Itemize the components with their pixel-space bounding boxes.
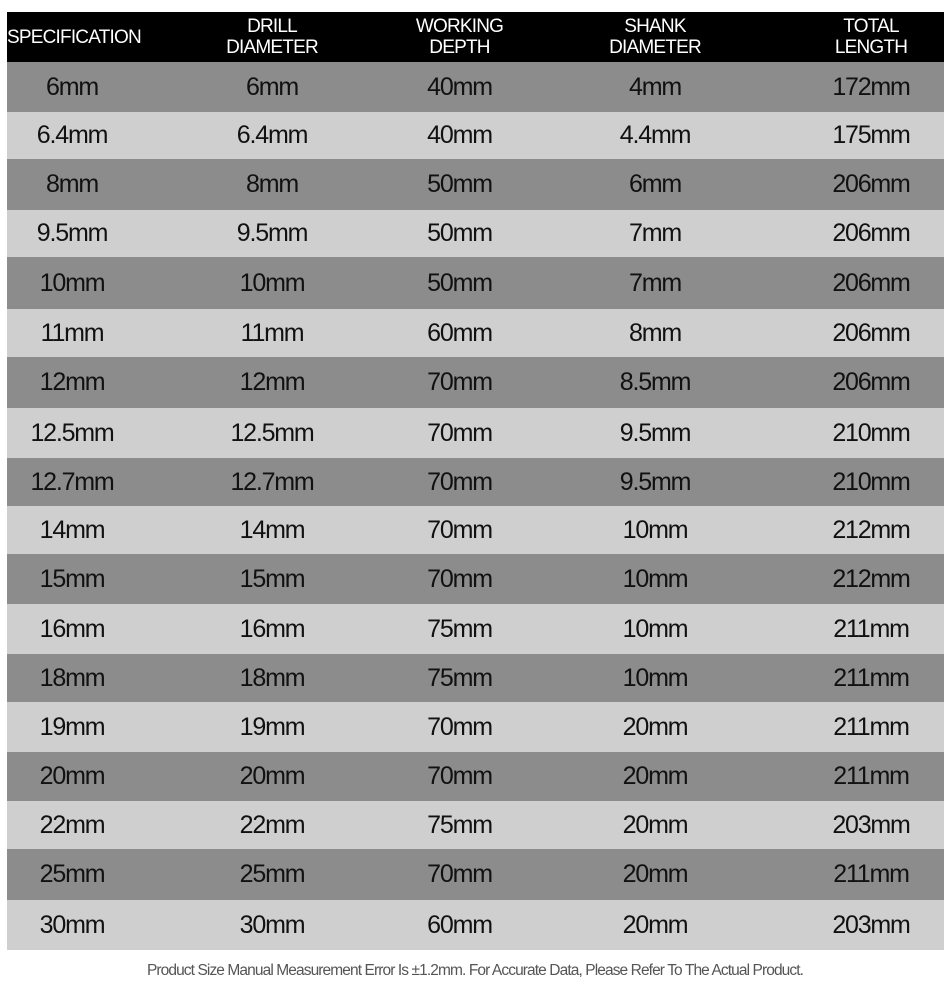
drill-diameter-cell: 19mm [239,712,305,741]
header-total-length: TOTAL LENGTH [834,16,908,58]
spec-cell: 6mm [46,72,98,101]
shank-diameter-cell: 20mm [622,910,688,939]
drill-diameter-cell: 11mm [240,318,304,347]
working-depth-cell: 75mm [427,810,492,839]
shank-diameter-cell: 8mm [629,318,681,347]
total-length-cell: 211mm [833,614,909,643]
total-length-cell: 210mm [832,467,910,496]
spec-cell: 19mm [39,712,105,741]
spec-cell: 12.5mm [30,418,114,447]
working-depth-cell: 40mm [427,121,492,149]
shank-diameter-cell: 4.4mm [619,121,691,149]
drill-diameter-cell: 12.7mm [230,467,314,496]
spec-cell: 30mm [39,910,105,939]
table-row [7,62,944,112]
shank-diameter-cell: 10mm [622,515,688,544]
working-depth-cell: 70mm [427,467,492,496]
table-row [7,112,944,159]
total-length-cell: 211mm [833,712,909,741]
table-row [7,849,944,900]
total-length-cell: 172mm [832,72,910,101]
drill-diameter-cell: 6.4mm [236,121,308,149]
drill-diameter-cell: 14mm [239,515,305,544]
working-depth-cell: 70mm [427,564,492,593]
total-length-cell: 206mm [832,170,910,198]
spec-cell: 25mm [39,860,105,888]
drill-diameter-cell: 25mm [239,860,305,888]
table-row [7,159,944,210]
table-body [7,62,944,950]
header-drill-diameter: DRILL DIAMETER [226,16,318,58]
total-length-cell: 206mm [832,219,910,247]
working-depth-cell: 50mm [427,219,492,247]
total-length-cell: 212mm [832,515,910,544]
table-row [7,257,944,309]
drill-diameter-cell: 15mm [239,564,305,593]
total-length-cell: 206mm [832,368,910,396]
working-depth-cell: 75mm [427,663,492,692]
total-length-cell: 175mm [832,121,910,149]
header-specification: SPECIFICATION [7,26,141,48]
spec-cell: 10mm [39,268,105,297]
total-length-cell: 210mm [832,418,910,447]
shank-diameter-cell: 4mm [629,72,681,101]
spec-cell: 6.4mm [36,121,108,149]
spec-cell: 8mm [46,170,98,198]
spec-cell: 22mm [39,810,105,839]
spec-cell: 14mm [39,515,105,544]
shank-diameter-cell: 20mm [622,810,688,839]
total-length-cell: 206mm [832,268,910,297]
shank-diameter-cell: 9.5mm [619,467,691,496]
table-row [7,654,944,702]
working-depth-cell: 75mm [427,614,492,643]
drill-diameter-cell: 10mm [239,268,305,297]
table-row [7,408,944,458]
total-length-cell: 206mm [832,318,910,347]
drill-diameter-cell: 18mm [239,663,305,692]
shank-diameter-cell: 10mm [622,663,688,692]
working-depth-cell: 70mm [427,418,492,447]
spec-cell: 20mm [39,762,105,790]
spec-cell: 12mm [39,368,105,396]
shank-diameter-cell: 8.5mm [619,368,691,396]
spec-cell: 12.7mm [30,467,114,496]
header-working-depth: WORKING DEPTH [415,16,504,58]
spec-cell: 11mm [40,318,104,347]
working-depth-cell: 60mm [427,910,492,939]
shank-diameter-cell: 20mm [622,762,688,790]
drill-diameter-cell: 16mm [239,614,305,643]
shank-diameter-cell: 6mm [629,170,681,198]
total-length-cell: 203mm [832,910,910,939]
drill-diameter-cell: 30mm [239,910,305,939]
spec-cell: 15mm [39,564,105,593]
shank-diameter-cell: 7mm [629,219,681,247]
spec-cell: 18mm [39,663,105,692]
shank-diameter-cell: 10mm [622,564,688,593]
working-depth-cell: 40mm [427,72,492,101]
shank-diameter-cell: 7mm [629,268,681,297]
table-row [7,752,944,801]
shank-diameter-cell: 10mm [622,614,688,643]
table-row [7,506,944,554]
shank-diameter-cell: 9.5mm [619,418,691,447]
working-depth-cell: 70mm [427,712,492,741]
measurement-note: Product Size Manual Measurement Error Is ±1.2mm. For Accurate Data, Please Refer To The Actual Product. [146,962,804,979]
table-row [7,458,944,506]
spec-cell: 16mm [39,614,105,643]
working-depth-cell: 50mm [427,268,492,297]
drill-diameter-cell: 12.5mm [230,418,314,447]
spec-cell: 9.5mm [36,219,108,247]
total-length-cell: 212mm [832,564,910,593]
table-row [7,554,944,604]
table-row [7,900,944,950]
drill-diameter-cell: 22mm [239,810,305,839]
table-row [7,702,944,752]
drill-diameter-cell: 20mm [239,762,305,790]
total-length-cell: 211mm [833,762,909,790]
drill-diameter-cell: 12mm [239,368,305,396]
table-header [7,12,944,62]
total-length-cell: 211mm [833,663,909,692]
drill-diameter-cell: 8mm [246,170,298,198]
working-depth-cell: 70mm [427,368,492,396]
total-length-cell: 203mm [832,810,910,839]
drill-diameter-cell: 9.5mm [236,219,308,247]
total-length-cell: 211mm [833,860,909,888]
working-depth-cell: 50mm [427,170,492,198]
working-depth-cell: 60mm [427,318,492,347]
working-depth-cell: 70mm [427,515,492,544]
table-row [7,801,944,849]
spec-table [7,12,944,950]
working-depth-cell: 70mm [427,762,492,790]
shank-diameter-cell: 20mm [622,712,688,741]
drill-diameter-cell: 6mm [246,72,298,101]
working-depth-cell: 70mm [427,860,492,888]
table-row [7,357,944,408]
shank-diameter-cell: 20mm [622,860,688,888]
table-row [7,604,944,654]
table-row [7,210,944,257]
header-shank-diameter: SHANK DIAMETER [609,16,701,58]
table-row [7,309,944,357]
